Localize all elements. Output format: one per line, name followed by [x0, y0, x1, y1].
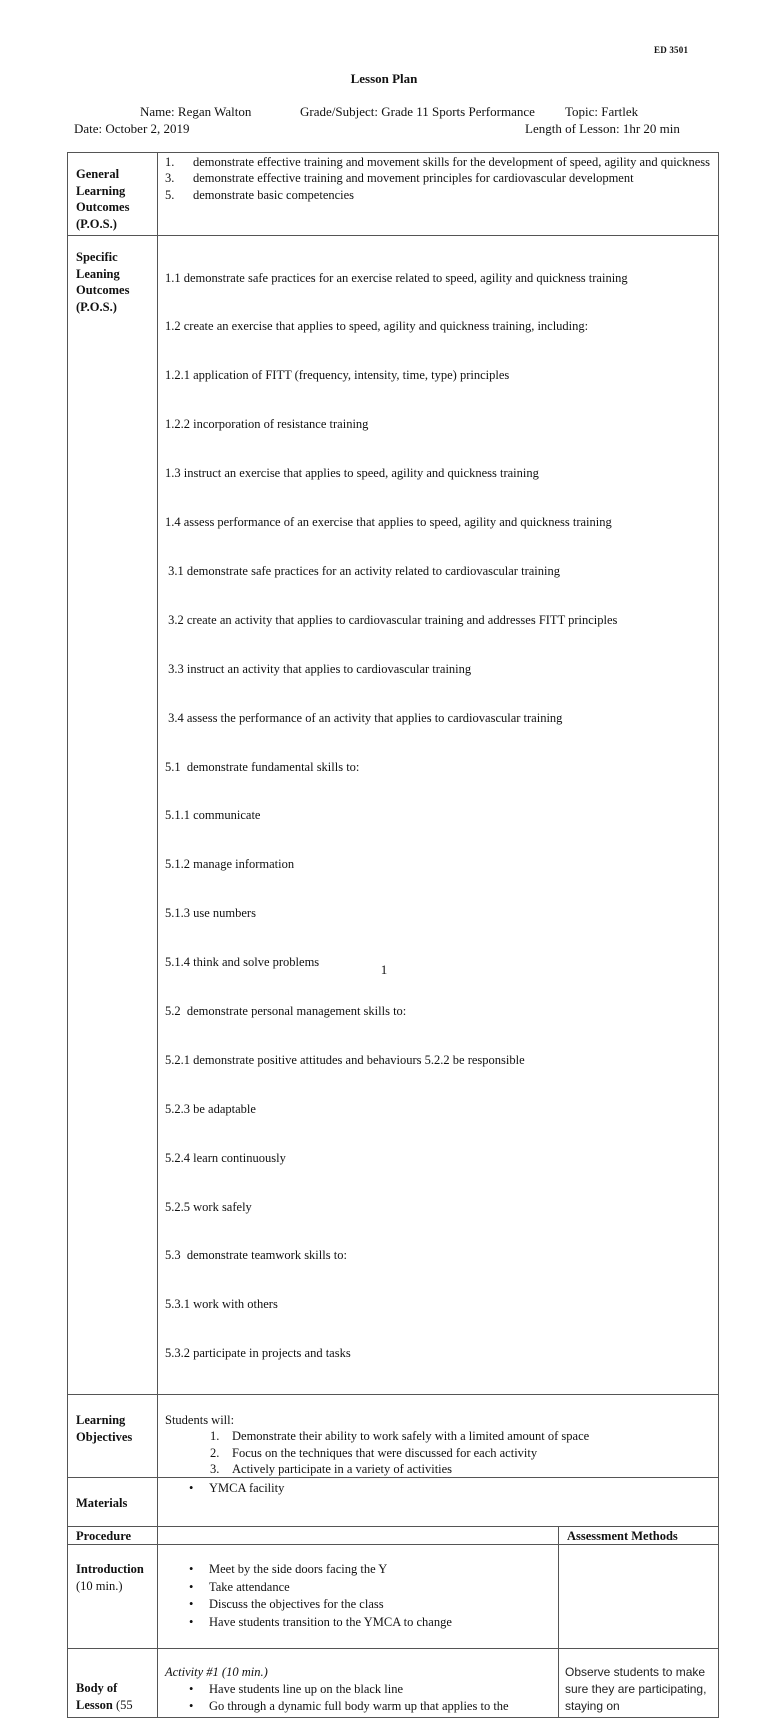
item-text: Focus on the techniques that were discussed for each activity: [232, 1445, 538, 1460]
outcome-line: 1.2.1 application of FITT (frequency, intensity, time, type) principles: [165, 368, 510, 383]
page-title: Lesson Plan: [350, 71, 418, 86]
item-text: Go through a dynamic full body warm up that applies to the: [209, 1699, 509, 1714]
outcome-line: 3.1 demonstrate safe practices for an activity related to cardiovascular training: [165, 563, 560, 578]
list-item: [165, 1561, 554, 1579]
outcome-line: 3.3 instruct an activity that applies to cardiovascular training: [165, 661, 472, 676]
item-text: demonstrate effective training and movement skills for the development of speed, agility and quickness: [193, 155, 710, 169]
bullet-icon: •: [189, 1579, 194, 1594]
procedure-spacer: [158, 1527, 559, 1545]
label-line: Specific: [76, 250, 118, 264]
item-number: 3.: [165, 171, 175, 186]
list-item: [165, 1579, 554, 1597]
body-assessment: Observe students to make sure they are participating, staying on: [559, 1649, 719, 1718]
list-item: [165, 1596, 554, 1614]
list-item: [165, 1698, 554, 1715]
label-line: (P.O.S.): [76, 216, 117, 231]
outcome-line: 5.3.2 participate in projects and tasks: [165, 1346, 351, 1361]
item-text: Have students transition to the YMCA to change: [209, 1614, 452, 1629]
item-text: Actively participate in a variety of activities: [232, 1461, 453, 1476]
procedure-header-row: [68, 1527, 719, 1545]
outcome-line: 5.3.1 work with others: [165, 1297, 278, 1312]
general-outcomes-label: [68, 153, 158, 236]
label-line: Leaning: [76, 266, 120, 281]
outcome-line: 5.3 demonstrate teamwork skills to:: [165, 1248, 347, 1263]
body-label-text: Lesson: [76, 1697, 113, 1712]
label-line: (P.O.S.): [76, 299, 117, 314]
bullet-icon: •: [189, 1699, 194, 1714]
outcome-line: 5.2 demonstrate personal management skills to:: [165, 1003, 407, 1018]
item-text: Discuss the objectives for the class: [209, 1597, 384, 1612]
list-item: [165, 1480, 714, 1496]
outcome-line: 5.2.4 learn continuously: [165, 1150, 286, 1165]
procedure-label: Procedure: [68, 1527, 158, 1545]
activity-title: Activity #1 (10 min.): [165, 1665, 268, 1680]
outcome-line: 5.1 demonstrate fundamental skills to:: [165, 759, 360, 774]
outcome-line: 5.1.2 manage information: [165, 857, 295, 872]
outcome-line: 5.1.1 communicate: [165, 808, 261, 823]
introduction-content: [158, 1545, 559, 1649]
specific-outcomes-label: [68, 236, 158, 1395]
list-item: [165, 1614, 554, 1632]
grade-subject: Grade/Subject: Grade 11 Sports Performance: [300, 104, 535, 119]
outcome-line: 1.1 demonstrate safe practices for an exercise related to speed, agility and quickness training: [165, 270, 628, 285]
specific-outcomes-content: [158, 236, 719, 1395]
label-line: Learning: [76, 183, 126, 198]
specific-outcomes-row: [68, 236, 719, 1395]
page-number: 1: [380, 962, 388, 977]
bullet-icon: •: [189, 1562, 194, 1577]
list-item: [165, 170, 714, 186]
assessment-methods-label: Assessment Methods: [559, 1527, 719, 1545]
body-content: [158, 1649, 559, 1718]
objectives-content: [158, 1395, 719, 1478]
outcome-line: 1.2 create an exercise that applies to speed, agility and quickness training, including:: [165, 319, 589, 334]
student-name: Name: Regan Walton: [140, 104, 252, 119]
introduction-row: [68, 1545, 719, 1649]
outcome-line: 1.4 assess performance of an exercise that applies to speed, agility and quickness training: [165, 515, 612, 530]
item-text: Take attendance: [209, 1579, 290, 1594]
label-line: General: [76, 167, 120, 181]
materials-row: [68, 1478, 719, 1527]
lesson-date: Date: October 2, 2019: [74, 121, 190, 136]
item-text: YMCA facility: [209, 1481, 285, 1496]
lesson-length: Length of Lesson: 1hr 20 min: [525, 121, 680, 136]
introduction-duration: (10 min.): [76, 1578, 123, 1593]
general-outcomes-row: [68, 153, 719, 236]
general-outcomes-content: [158, 153, 719, 236]
label-line: Objectives: [76, 1429, 133, 1444]
lesson-topic: Topic: Fartlek: [565, 104, 639, 119]
item-number: 1.: [165, 155, 175, 169]
bullet-icon: •: [189, 1597, 194, 1612]
materials-content: [158, 1478, 719, 1527]
label-line: Outcomes: [76, 283, 130, 297]
label-line: Learning: [76, 1413, 126, 1428]
list-item: [165, 1461, 714, 1477]
outcome-line: 5.1.4 think and solve problems: [165, 955, 320, 970]
body-label-line: [76, 1697, 157, 1714]
outcome-line: 5.2.1 demonstrate positive attitudes and behaviours 5.2.2 be responsible: [165, 1052, 525, 1067]
outcome-line: 3.2 create an activity that applies to cardiovascular training and addresses FITT principles: [165, 612, 618, 627]
introduction-title: Introduction: [76, 1562, 144, 1577]
item-text: Meet by the side doors facing the Y: [209, 1562, 388, 1577]
item-number: 1.: [210, 1429, 220, 1444]
item-text: demonstrate basic competencies: [193, 187, 355, 202]
list-item: [165, 1681, 554, 1698]
outcome-line: 3.4 assess the performance of an activity that applies to cardiovascular training: [165, 710, 563, 725]
outcome-line: 5.2.3 be adaptable: [165, 1101, 256, 1116]
outcome-line: 1.2.2 incorporation of resistance training: [165, 417, 369, 432]
body-label: [68, 1649, 158, 1718]
outcome-line: 1.3 instruct an exercise that applies to speed, agility and quickness training: [165, 466, 539, 481]
lesson-plan-table: [67, 152, 719, 1718]
body-label-line: Body of: [76, 1681, 118, 1696]
materials-label: Materials: [68, 1478, 158, 1527]
introduction-assessment: [559, 1545, 719, 1649]
body-duration: (55: [112, 1697, 133, 1712]
objectives-label: [68, 1395, 158, 1478]
list-item: [165, 187, 714, 203]
item-text: Have students line up on the black line: [209, 1682, 404, 1697]
item-text: Demonstrate their ability to work safely with a limited amount of space: [232, 1429, 590, 1444]
objectives-row: [68, 1395, 719, 1478]
course-code: ED 3501: [654, 45, 689, 55]
label-line: Outcomes: [76, 200, 130, 214]
list-item: [165, 1445, 714, 1461]
objectives-intro: Students will:: [165, 1413, 235, 1428]
body-row: [68, 1649, 719, 1718]
list-item: [165, 154, 714, 170]
item-text: demonstrate effective training and movement principles for cardiovascular development: [193, 171, 634, 186]
introduction-label: [68, 1545, 158, 1649]
bullet-icon: •: [189, 1481, 194, 1496]
item-number: 5.: [165, 187, 175, 202]
bullet-icon: •: [189, 1682, 194, 1697]
outcome-line: 5.1.3 use numbers: [165, 906, 256, 921]
bullet-icon: •: [189, 1614, 194, 1629]
item-number: 3.: [210, 1461, 220, 1476]
item-number: 2.: [210, 1445, 220, 1460]
list-item: [165, 1428, 714, 1444]
outcome-line: 5.2.5 work safely: [165, 1199, 252, 1214]
